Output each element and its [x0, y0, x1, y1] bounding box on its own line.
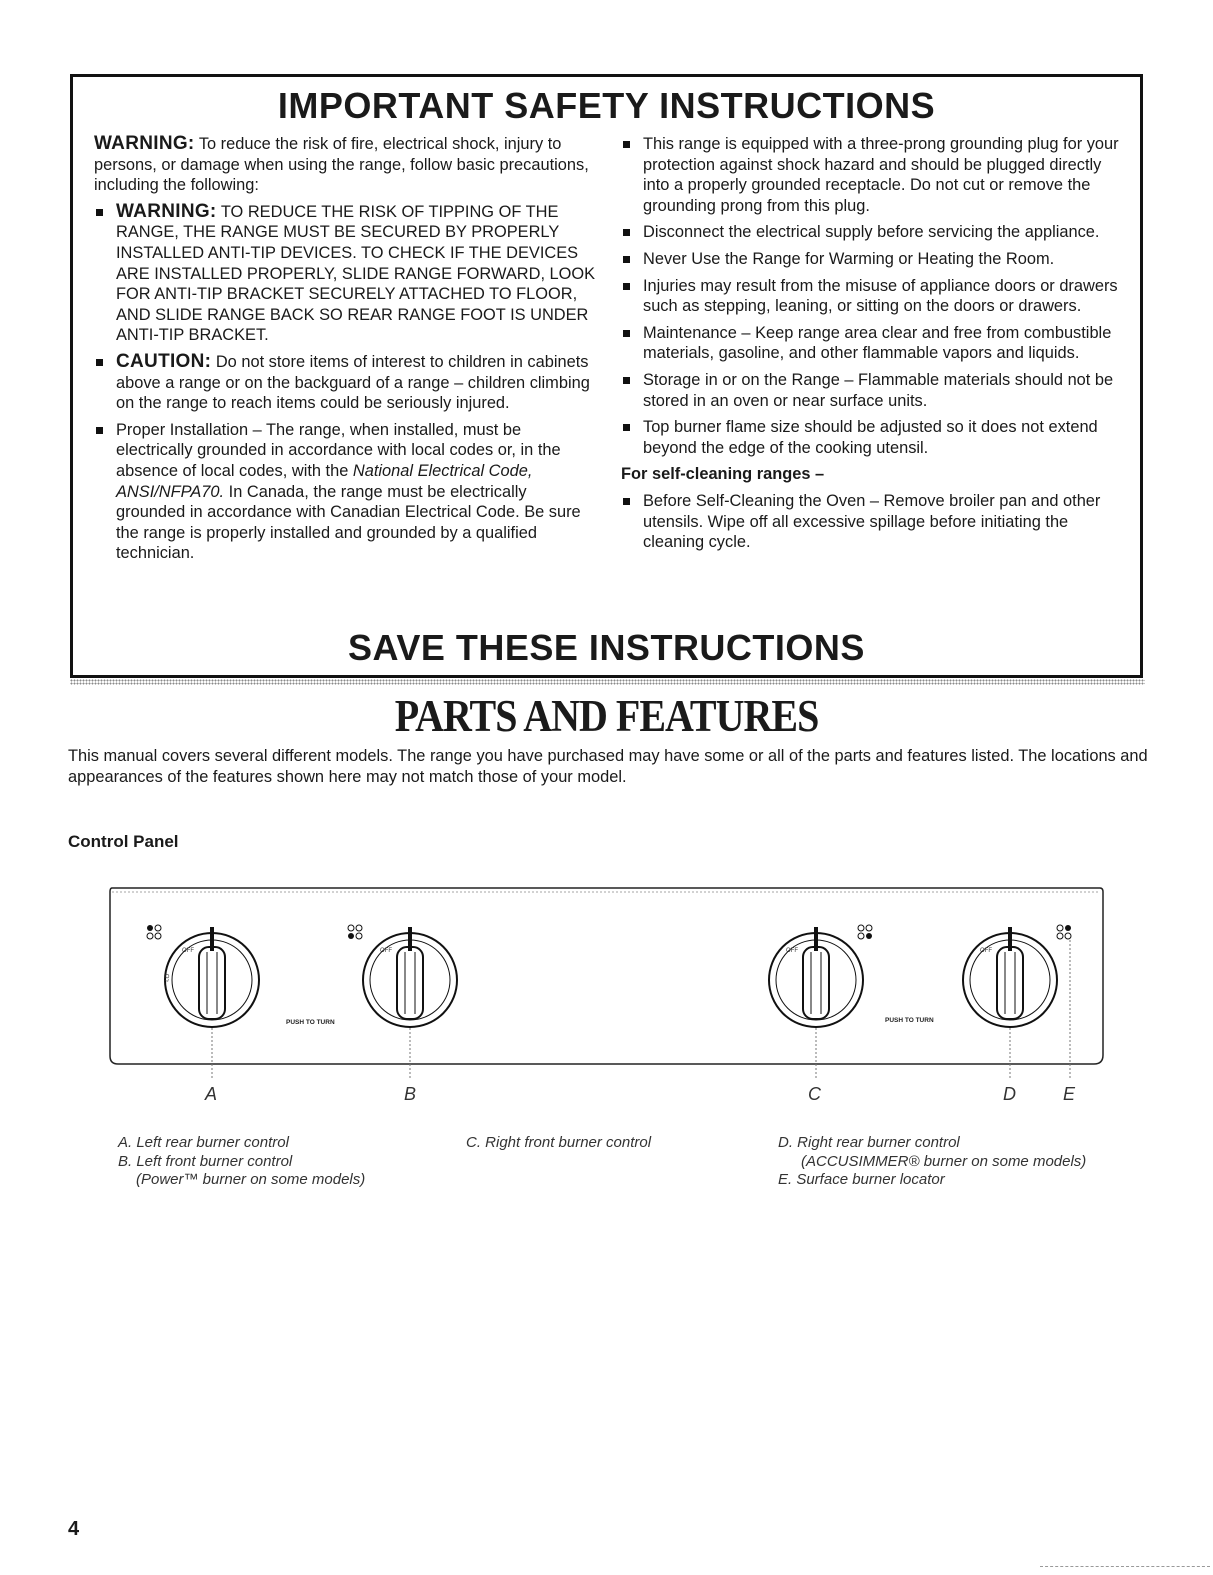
list-item	[621, 323, 1121, 364]
caption-a: A. Left rear burner control	[118, 1134, 289, 1151]
safety-right-column	[621, 134, 1121, 559]
knob-off-label: OFF	[786, 948, 798, 954]
caution-keyword: CAUTION:	[116, 350, 212, 372]
safety-right-list	[621, 134, 1121, 458]
bullet-icon	[623, 256, 630, 263]
list-item-text: Injuries may result from the misuse of appliance doors or drawers such as stepping, leaning, or sitting on the doors or drawers.	[643, 276, 1118, 316]
warning-keyword: WARNING:	[116, 200, 217, 222]
list-item-text: Never Use the Range for Warming or Heating the Room.	[643, 249, 1055, 268]
safety-left-list	[94, 202, 599, 564]
intro-warning-keyword: WARNING:	[94, 133, 195, 154]
safety-intro	[94, 134, 599, 196]
caption-d: D. Right rear burner control	[778, 1134, 960, 1151]
bullet-icon	[96, 359, 103, 366]
bullet-icon	[623, 330, 630, 337]
list-item-text: Maintenance – Keep range area clear and free from combustible materials, gasoline, and other flammable vapors and liquids.	[643, 323, 1112, 363]
safety-left-column	[94, 134, 599, 570]
callout-letter-b: B	[404, 1084, 417, 1104]
caption-e: E. Surface burner locator	[778, 1171, 945, 1188]
push-to-turn-label: PUSH TO TURN	[286, 1019, 335, 1026]
callout-letter-c: C	[808, 1084, 821, 1104]
bullet-icon	[623, 424, 630, 431]
safety-title: IMPORTANT SAFETY INSTRUCTIONS	[277, 85, 936, 126]
knob-off-label: OFF	[182, 948, 194, 954]
list-item-text: Before Self-Cleaning the Oven – Remove broiler pan and other utensils. Wipe off all excessive spillage before initiating the cleaning cycle.	[643, 491, 1101, 552]
bullet-icon	[623, 141, 630, 148]
bullet-icon	[623, 498, 630, 505]
control-panel-heading: Control Panel	[68, 832, 179, 851]
knob-lo-label: LO	[164, 973, 172, 983]
callout-letter-a: A	[205, 1084, 218, 1104]
bullet-icon	[96, 209, 103, 216]
list-item-text: Top burner flame size should be adjusted so it does not extend beyond the edge of the cooking utensil.	[643, 418, 1098, 457]
bullet-icon	[623, 229, 630, 236]
code-reference: National Electrical Code, ANSI/NFPA70.	[116, 461, 533, 501]
list-item	[621, 222, 1121, 243]
tipping-warning-text: TO REDUCE THE RISK OF TIPPING OF THE RANGE, THE RANGE MUST BE SECURED BY PROPERLY INSTALLED ANTI-TIP DEVICES. TO CHECK IF THE DEVICES ARE INSTALLED PROPERLY, SLIDE RANGE FORWARD, LOOK FOR ANTI-TIP BRACKET SECURELY ATTACHED TO FLOOR, AND SLIDE RANGE BACK SO REAR RANGE FOOT IS UNDER ANTI-TIP BRACKET.	[116, 202, 596, 345]
list-item	[621, 249, 1121, 270]
captions-column-2	[466, 1134, 651, 1153]
page-number: 4	[68, 1518, 80, 1540]
list-item-text: Storage in or on the Range – Flammable materials should not be stored in an oven or near surface units.	[643, 370, 1114, 410]
bottom-rule	[1040, 1566, 1210, 1568]
installation-text-a: Proper Installation – The range, when installed, must be electrically grounded in accordance with local codes or, in the absence of local codes, with the	[116, 420, 561, 480]
list-item	[621, 276, 1121, 317]
list-item	[621, 417, 1121, 458]
list-item	[621, 370, 1121, 411]
installation-text-b: In Canada, the range must be electrically grounded in accordance with Canadian Electrical Code. Be sure the range is properly installed and grounded by a qualified technician.	[116, 482, 581, 563]
list-item-text: This range is equipped with a three-prong grounding plug for your protection against shock hazard and should be plugged directly into a properly grounded receptacle. Do not cut or remove the grounding prong from this plug.	[643, 135, 1119, 215]
caption-c: C. Right front burner control	[466, 1134, 652, 1151]
list-item	[94, 352, 599, 414]
safety-instructions-box	[70, 74, 1143, 678]
bullet-icon	[96, 427, 103, 434]
knob-off-label: OFF	[980, 948, 992, 954]
control-panel-diagram	[100, 880, 1110, 1080]
captions-column-1	[118, 1134, 365, 1190]
caption-b: B. Left front burner control	[118, 1152, 293, 1170]
dotted-divider	[70, 679, 1145, 685]
bullet-icon	[623, 377, 630, 384]
parts-intro: This manual covers several different models. The range you have purchased may have some or all of the parts and features listed. The locations and appearances of the features shown here may not match those of your model.	[68, 747, 1148, 786]
push-to-turn-label: PUSH TO TURN	[885, 1017, 934, 1024]
callout-letter-e: E	[1063, 1084, 1076, 1104]
bullet-icon	[623, 283, 630, 290]
self-clean-heading: For self-cleaning ranges –	[621, 465, 825, 484]
parts-features-title: PARTS AND FEATURES	[394, 689, 819, 742]
list-item	[94, 202, 599, 346]
knob-off-label: OFF	[380, 948, 392, 954]
captions-column-3	[778, 1134, 1086, 1190]
list-item	[621, 491, 1121, 553]
list-item	[94, 420, 599, 564]
list-item	[621, 134, 1121, 216]
callout-letter-d: D	[1003, 1084, 1016, 1104]
self-clean-list	[621, 491, 1121, 553]
list-item-text: Disconnect the electrical supply before servicing the appliance.	[643, 223, 1100, 242]
caution-text: Do not store items of interest to children in cabinets above a range or on the backguard of a range – children climbing on the range to reach items could be seriously injured.	[116, 352, 590, 413]
caption-b-note: (Power™ burner on some models)	[136, 1171, 366, 1188]
save-instructions-title: SAVE THESE INSTRUCTIONS	[348, 627, 865, 668]
caption-d-note: (ACCUSIMMER® burner on some models)	[801, 1152, 1087, 1170]
intro-text: To reduce the risk of fire, electrical shock, injury to persons, or damage when using the range, follow basic precautions, including the following:	[94, 135, 589, 195]
